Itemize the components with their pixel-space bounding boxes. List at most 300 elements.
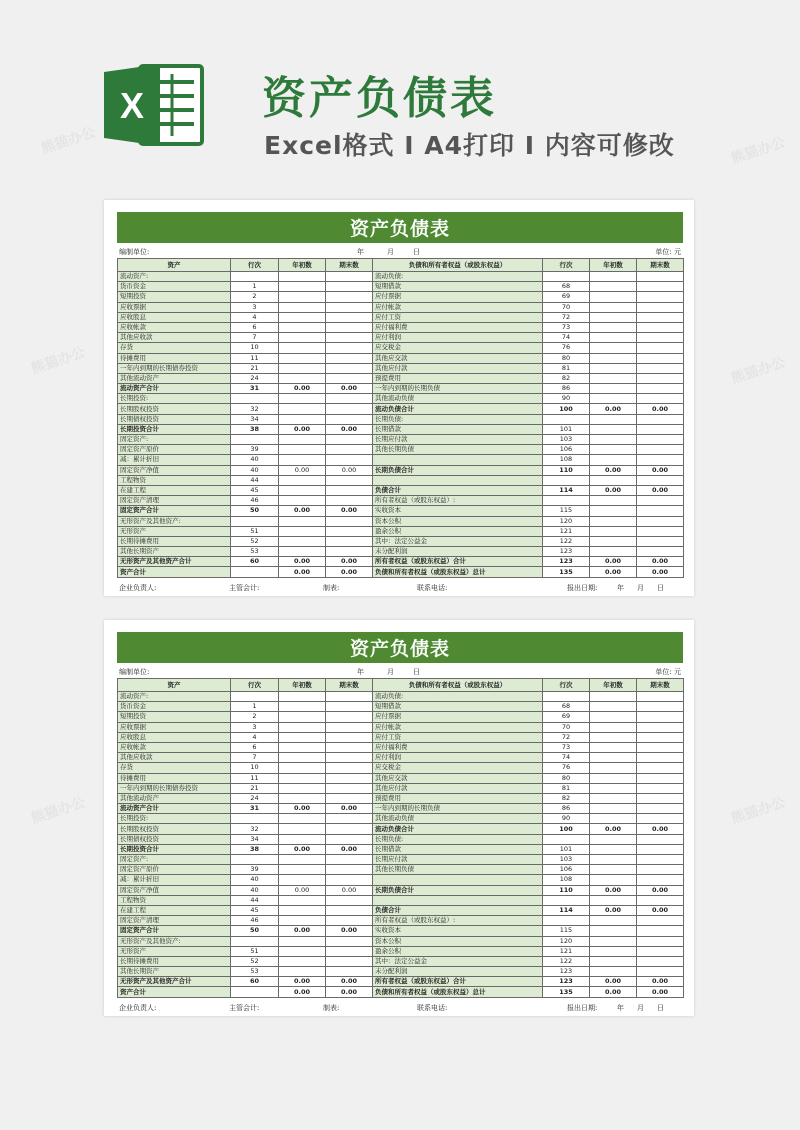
asset-begin-value[interactable]: [279, 353, 326, 363]
asset-begin-value[interactable]: [279, 712, 326, 722]
table-row: [118, 424, 684, 434]
asset-end-value[interactable]: 0.00: [326, 977, 373, 987]
asset-begin-value[interactable]: [279, 435, 326, 445]
liability-end-value[interactable]: [637, 926, 684, 936]
asset-begin-value[interactable]: [279, 722, 326, 732]
asset-end-value[interactable]: 0.00: [326, 384, 373, 394]
liability-begin-value[interactable]: [590, 272, 637, 282]
liability-begin-value[interactable]: [590, 834, 637, 844]
phone-label: 联系电话:: [417, 1004, 448, 1012]
liability-end-value[interactable]: [637, 936, 684, 946]
asset-begin-value[interactable]: 0.00: [279, 506, 326, 516]
asset-end-value[interactable]: [326, 905, 373, 915]
liability-begin-value[interactable]: [590, 455, 637, 465]
asset-begin-value[interactable]: [279, 834, 326, 844]
liability-begin-value[interactable]: [590, 763, 637, 773]
column-header: 行次: [543, 679, 590, 692]
liability-end-value[interactable]: [637, 424, 684, 434]
liability-begin-value[interactable]: 0.00: [590, 567, 637, 577]
asset-end-value[interactable]: [326, 455, 373, 465]
liability-begin-value[interactable]: [590, 804, 637, 814]
liability-begin-value[interactable]: [590, 895, 637, 905]
liability-end-value[interactable]: [637, 967, 684, 977]
liability-end-value[interactable]: [637, 292, 684, 302]
liability-begin-value[interactable]: [590, 322, 637, 332]
liability-end-value[interactable]: 0.00: [637, 977, 684, 987]
liability-label: 长期负债:: [373, 414, 543, 424]
asset-label: 固定资产净值: [118, 885, 231, 895]
liability-end-value[interactable]: [637, 384, 684, 394]
asset-end-value[interactable]: [326, 373, 373, 383]
asset-end-value[interactable]: [326, 353, 373, 363]
asset-label: 资产合计: [118, 567, 231, 577]
liability-end-value[interactable]: [637, 282, 684, 292]
asset-begin-value[interactable]: [279, 343, 326, 353]
asset-end-value[interactable]: [326, 722, 373, 732]
liability-end-value[interactable]: [637, 302, 684, 312]
asset-end-value[interactable]: [326, 875, 373, 885]
liability-begin-value[interactable]: [590, 292, 637, 302]
asset-begin-value[interactable]: 0.00: [279, 977, 326, 987]
asset-begin-value[interactable]: [279, 753, 326, 763]
asset-begin-value[interactable]: [279, 946, 326, 956]
asset-line-no: [231, 435, 279, 445]
asset-begin-value[interactable]: 0.00: [279, 384, 326, 394]
asset-begin-value[interactable]: [279, 496, 326, 506]
asset-end-value[interactable]: [326, 404, 373, 414]
liability-end-value[interactable]: [637, 692, 684, 702]
liability-begin-value[interactable]: 0.00: [590, 485, 637, 495]
asset-end-value[interactable]: [326, 742, 373, 752]
liability-end-value[interactable]: [637, 343, 684, 353]
asset-begin-value[interactable]: [279, 793, 326, 803]
asset-end-value[interactable]: 0.00: [326, 465, 373, 475]
liability-begin-value[interactable]: [590, 536, 637, 546]
liability-end-value[interactable]: 0.00: [637, 465, 684, 475]
liability-end-value[interactable]: [637, 793, 684, 803]
liability-begin-value[interactable]: 0.00: [590, 557, 637, 567]
asset-end-value[interactable]: [326, 916, 373, 926]
liability-line-no: 68: [543, 282, 590, 292]
liability-begin-value[interactable]: [590, 506, 637, 516]
liability-end-value[interactable]: [637, 516, 684, 526]
liability-begin-value[interactable]: [590, 732, 637, 742]
liability-end-value[interactable]: [637, 742, 684, 752]
liability-label: [373, 895, 543, 905]
liability-label: 盈余公积: [373, 526, 543, 536]
asset-end-value[interactable]: [326, 516, 373, 526]
liability-begin-value[interactable]: 0.00: [590, 824, 637, 834]
asset-end-value[interactable]: [326, 753, 373, 763]
liability-end-value[interactable]: [637, 333, 684, 343]
asset-begin-value[interactable]: [279, 742, 326, 752]
asset-begin-value[interactable]: [279, 394, 326, 404]
liability-end-value[interactable]: 0.00: [637, 404, 684, 414]
asset-begin-value[interactable]: [279, 363, 326, 373]
liability-end-value[interactable]: [637, 435, 684, 445]
liability-begin-value[interactable]: [590, 547, 637, 557]
asset-begin-value[interactable]: [279, 373, 326, 383]
watermark: 熊猫办公: [729, 134, 788, 168]
liability-begin-value[interactable]: [590, 414, 637, 424]
asset-end-value[interactable]: [326, 824, 373, 834]
liability-end-value[interactable]: [637, 865, 684, 875]
liability-label: 应付工资: [373, 732, 543, 742]
liability-begin-value[interactable]: [590, 783, 637, 793]
liability-begin-value[interactable]: [590, 793, 637, 803]
liability-end-value[interactable]: [637, 394, 684, 404]
asset-end-value[interactable]: 0.00: [326, 567, 373, 577]
year-label: 年: [357, 668, 364, 676]
liability-begin-value[interactable]: [590, 282, 637, 292]
asset-end-value[interactable]: 0.00: [326, 804, 373, 814]
liability-end-value[interactable]: 0.00: [637, 557, 684, 567]
asset-begin-value[interactable]: 0.00: [279, 465, 326, 475]
asset-end-value[interactable]: [326, 732, 373, 742]
liability-end-value[interactable]: [637, 536, 684, 546]
liability-begin-value[interactable]: [590, 712, 637, 722]
asset-end-value[interactable]: [326, 763, 373, 773]
table-row: [118, 496, 684, 506]
liability-end-value[interactable]: [637, 783, 684, 793]
asset-end-value[interactable]: [326, 895, 373, 905]
liability-line-no: 122: [543, 956, 590, 966]
liability-end-value[interactable]: [637, 956, 684, 966]
asset-label: 一年内到期的长期债券投资: [118, 783, 231, 793]
asset-begin-value[interactable]: [279, 414, 326, 424]
asset-begin-value[interactable]: [279, 936, 326, 946]
asset-begin-value[interactable]: 0.00: [279, 567, 326, 577]
liability-begin-value[interactable]: [590, 742, 637, 752]
asset-end-value[interactable]: [326, 956, 373, 966]
asset-begin-value[interactable]: [279, 895, 326, 905]
liability-begin-value[interactable]: [590, 865, 637, 875]
asset-end-value[interactable]: [326, 702, 373, 712]
asset-begin-value[interactable]: [279, 445, 326, 455]
liability-begin-value[interactable]: [590, 722, 637, 732]
asset-end-value[interactable]: [326, 475, 373, 485]
asset-begin-value[interactable]: [279, 312, 326, 322]
liability-end-value[interactable]: 0.00: [637, 485, 684, 495]
asset-begin-value[interactable]: [279, 455, 326, 465]
liability-begin-value[interactable]: [590, 353, 637, 363]
liability-end-value[interactable]: 0.00: [637, 885, 684, 895]
asset-end-value[interactable]: 0.00: [326, 506, 373, 516]
asset-end-value[interactable]: [326, 783, 373, 793]
liability-end-value[interactable]: 0.00: [637, 905, 684, 915]
liability-begin-value[interactable]: [590, 926, 637, 936]
asset-end-value[interactable]: [326, 496, 373, 506]
liability-begin-value[interactable]: [590, 445, 637, 455]
liability-end-value[interactable]: [637, 895, 684, 905]
liability-begin-value[interactable]: [590, 702, 637, 712]
liability-label: 长期负债合计: [373, 885, 543, 895]
asset-begin-value[interactable]: [279, 763, 326, 773]
liability-begin-value[interactable]: 0.00: [590, 987, 637, 997]
asset-end-value[interactable]: [326, 343, 373, 353]
liability-end-value[interactable]: 0.00: [637, 567, 684, 577]
liability-begin-value[interactable]: [590, 435, 637, 445]
liability-line-no: 106: [543, 865, 590, 875]
asset-end-value[interactable]: [326, 363, 373, 373]
table-row: [118, 824, 684, 834]
asset-begin-value[interactable]: [279, 536, 326, 546]
head-label: 企业负责人:: [119, 1004, 157, 1012]
liability-line-no: 108: [543, 875, 590, 885]
liability-end-value[interactable]: [637, 875, 684, 885]
asset-begin-value[interactable]: 0.00: [279, 804, 326, 814]
asset-label: 应收票据: [118, 302, 231, 312]
asset-end-value[interactable]: [326, 292, 373, 302]
asset-begin-value[interactable]: [279, 516, 326, 526]
asset-begin-value[interactable]: [279, 783, 326, 793]
asset-line-no: 40: [231, 455, 279, 465]
asset-begin-value[interactable]: [279, 526, 326, 536]
liability-begin-value[interactable]: [590, 773, 637, 783]
asset-end-value[interactable]: [326, 773, 373, 783]
asset-begin-value[interactable]: [279, 272, 326, 282]
liability-begin-value[interactable]: 0.00: [590, 885, 637, 895]
liability-label: 短期借款: [373, 702, 543, 712]
asset-begin-value[interactable]: [279, 282, 326, 292]
asset-begin-value[interactable]: [279, 956, 326, 966]
liability-begin-value[interactable]: [590, 312, 637, 322]
liability-end-value[interactable]: [637, 804, 684, 814]
asset-begin-value[interactable]: [279, 547, 326, 557]
asset-begin-value[interactable]: [279, 485, 326, 495]
asset-end-value[interactable]: [326, 834, 373, 844]
liability-end-value[interactable]: [637, 353, 684, 363]
liability-end-value[interactable]: [637, 547, 684, 557]
liability-end-value[interactable]: [637, 312, 684, 322]
liability-end-value[interactable]: [637, 946, 684, 956]
table-row: [118, 435, 684, 445]
page-subtitle: Excel格式 Ⅰ A4打印 Ⅰ 内容可修改: [264, 131, 675, 160]
liability-end-value[interactable]: [637, 722, 684, 732]
liability-line-no: 80: [543, 773, 590, 783]
liability-begin-value[interactable]: [590, 363, 637, 373]
asset-label: 待摊费用: [118, 353, 231, 363]
liability-end-value[interactable]: [637, 506, 684, 516]
liability-begin-value[interactable]: [590, 753, 637, 763]
liability-end-value[interactable]: [637, 763, 684, 773]
asset-line-no: 34: [231, 834, 279, 844]
liability-begin-value[interactable]: [590, 956, 637, 966]
asset-end-value[interactable]: [326, 435, 373, 445]
liability-end-value[interactable]: [637, 773, 684, 783]
asset-end-value[interactable]: [326, 855, 373, 865]
liability-end-value[interactable]: [637, 732, 684, 742]
asset-line-no: 45: [231, 905, 279, 915]
column-header: 负债和所有者权益（或股东权益）: [373, 259, 543, 272]
asset-end-value[interactable]: [326, 333, 373, 343]
liability-begin-value[interactable]: [590, 516, 637, 526]
asset-end-value[interactable]: [326, 936, 373, 946]
liability-begin-value[interactable]: [590, 875, 637, 885]
asset-begin-value[interactable]: [279, 475, 326, 485]
asset-begin-value[interactable]: 0.00: [279, 926, 326, 936]
asset-end-value[interactable]: [326, 793, 373, 803]
asset-end-value[interactable]: [326, 322, 373, 332]
asset-end-value[interactable]: [326, 414, 373, 424]
asset-begin-value[interactable]: 0.00: [279, 844, 326, 854]
liability-end-value[interactable]: [637, 373, 684, 383]
asset-begin-value[interactable]: [279, 302, 326, 312]
asset-line-no: 3: [231, 302, 279, 312]
asset-label: 资产合计: [118, 987, 231, 997]
asset-end-value[interactable]: [326, 485, 373, 495]
currency-label: 单位: 元: [655, 248, 681, 256]
asset-end-value[interactable]: [326, 547, 373, 557]
asset-begin-value[interactable]: 0.00: [279, 557, 326, 567]
asset-end-value[interactable]: 0.00: [326, 987, 373, 997]
asset-end-value[interactable]: [326, 692, 373, 702]
liability-end-value[interactable]: 0.00: [637, 824, 684, 834]
asset-line-no: 60: [231, 557, 279, 567]
asset-end-value[interactable]: [326, 526, 373, 536]
liability-end-value[interactable]: [637, 414, 684, 424]
liability-end-value[interactable]: [637, 475, 684, 485]
liability-begin-value[interactable]: [590, 814, 637, 824]
liability-end-value[interactable]: [637, 496, 684, 506]
asset-line-no: 11: [231, 773, 279, 783]
liability-end-value[interactable]: [637, 702, 684, 712]
liability-begin-value[interactable]: 0.00: [590, 404, 637, 414]
asset-end-value[interactable]: [326, 445, 373, 455]
asset-begin-value[interactable]: [279, 814, 326, 824]
asset-end-value[interactable]: [326, 814, 373, 824]
liability-begin-value[interactable]: 0.00: [590, 465, 637, 475]
liability-end-value[interactable]: [637, 445, 684, 455]
liability-end-value[interactable]: [637, 455, 684, 465]
asset-end-value[interactable]: [326, 536, 373, 546]
asset-label: 固定资产清理: [118, 496, 231, 506]
liability-begin-value[interactable]: [590, 692, 637, 702]
asset-begin-value[interactable]: [279, 967, 326, 977]
liability-begin-value[interactable]: [590, 394, 637, 404]
liability-begin-value[interactable]: [590, 496, 637, 506]
asset-line-no: [231, 855, 279, 865]
table-row: [118, 475, 684, 485]
table-row: [118, 272, 684, 282]
date-label: 报出日期:: [567, 1004, 598, 1012]
liability-begin-value[interactable]: [590, 384, 637, 394]
liability-begin-value[interactable]: [590, 967, 637, 977]
asset-end-value[interactable]: [326, 394, 373, 404]
liability-end-value[interactable]: [637, 834, 684, 844]
table-row: [118, 394, 684, 404]
asset-end-value[interactable]: [326, 946, 373, 956]
liability-line-no: 122: [543, 536, 590, 546]
liability-begin-value[interactable]: [590, 475, 637, 485]
liability-end-value[interactable]: [637, 322, 684, 332]
liability-label: [373, 475, 543, 485]
liability-end-value[interactable]: [637, 916, 684, 926]
asset-begin-value[interactable]: [279, 692, 326, 702]
balance-sheet-page-2: [104, 620, 694, 1016]
liability-label: 流动负债:: [373, 692, 543, 702]
asset-label: 无形资产及其他资产合计: [118, 977, 231, 987]
asset-begin-value[interactable]: [279, 875, 326, 885]
watermark: 熊猫办公: [729, 794, 788, 828]
asset-begin-value[interactable]: [279, 333, 326, 343]
liability-begin-value[interactable]: [590, 844, 637, 854]
liability-end-value[interactable]: [637, 753, 684, 763]
asset-end-value[interactable]: [326, 302, 373, 312]
asset-end-value[interactable]: 0.00: [326, 557, 373, 567]
asset-end-value[interactable]: [326, 312, 373, 322]
asset-begin-value[interactable]: 0.00: [279, 424, 326, 434]
asset-begin-value[interactable]: [279, 322, 326, 332]
liability-begin-value[interactable]: [590, 424, 637, 434]
liability-begin-value[interactable]: [590, 916, 637, 926]
asset-begin-value[interactable]: [279, 702, 326, 712]
asset-end-value[interactable]: 0.00: [326, 424, 373, 434]
asset-begin-value[interactable]: [279, 855, 326, 865]
table-row: [118, 373, 684, 383]
liability-end-value[interactable]: [637, 814, 684, 824]
asset-end-value[interactable]: [326, 272, 373, 282]
asset-end-value[interactable]: 0.00: [326, 885, 373, 895]
liability-begin-value[interactable]: [590, 526, 637, 536]
liability-begin-value[interactable]: [590, 333, 637, 343]
asset-begin-value[interactable]: [279, 865, 326, 875]
asset-end-value[interactable]: [326, 865, 373, 875]
liability-begin-value[interactable]: [590, 936, 637, 946]
asset-begin-value[interactable]: 0.00: [279, 987, 326, 997]
asset-begin-value[interactable]: [279, 916, 326, 926]
asset-begin-value[interactable]: [279, 292, 326, 302]
asset-end-value[interactable]: [326, 967, 373, 977]
liability-begin-value[interactable]: [590, 302, 637, 312]
liability-line-no: 73: [543, 742, 590, 752]
asset-end-value[interactable]: 0.00: [326, 926, 373, 936]
asset-line-no: 4: [231, 732, 279, 742]
liability-end-value[interactable]: [637, 844, 684, 854]
liability-end-value[interactable]: [637, 272, 684, 282]
liability-begin-value[interactable]: [590, 946, 637, 956]
liability-end-value[interactable]: [637, 363, 684, 373]
liability-end-value[interactable]: [637, 712, 684, 722]
liability-line-no: 121: [543, 946, 590, 956]
table-row: [118, 692, 684, 702]
liability-end-value[interactable]: [637, 855, 684, 865]
asset-end-value[interactable]: [326, 712, 373, 722]
asset-line-no: 52: [231, 956, 279, 966]
liability-begin-value[interactable]: 0.00: [590, 905, 637, 915]
sign-off-row: [117, 1002, 683, 1013]
asset-begin-value[interactable]: [279, 773, 326, 783]
asset-begin-value[interactable]: 0.00: [279, 885, 326, 895]
liability-end-value[interactable]: 0.00: [637, 987, 684, 997]
liability-begin-value[interactable]: [590, 373, 637, 383]
liability-end-value[interactable]: [637, 526, 684, 536]
asset-begin-value[interactable]: [279, 824, 326, 834]
asset-begin-value[interactable]: [279, 732, 326, 742]
liability-begin-value[interactable]: [590, 343, 637, 353]
asset-begin-value[interactable]: [279, 905, 326, 915]
liability-begin-value[interactable]: 0.00: [590, 977, 637, 987]
asset-line-no: 10: [231, 763, 279, 773]
asset-end-value[interactable]: 0.00: [326, 844, 373, 854]
asset-end-value[interactable]: [326, 282, 373, 292]
asset-begin-value[interactable]: [279, 404, 326, 414]
table-row: [118, 404, 684, 414]
asset-line-no: 1: [231, 702, 279, 712]
table-row: [118, 722, 684, 732]
liability-begin-value[interactable]: [590, 855, 637, 865]
asset-line-no: [231, 567, 279, 577]
